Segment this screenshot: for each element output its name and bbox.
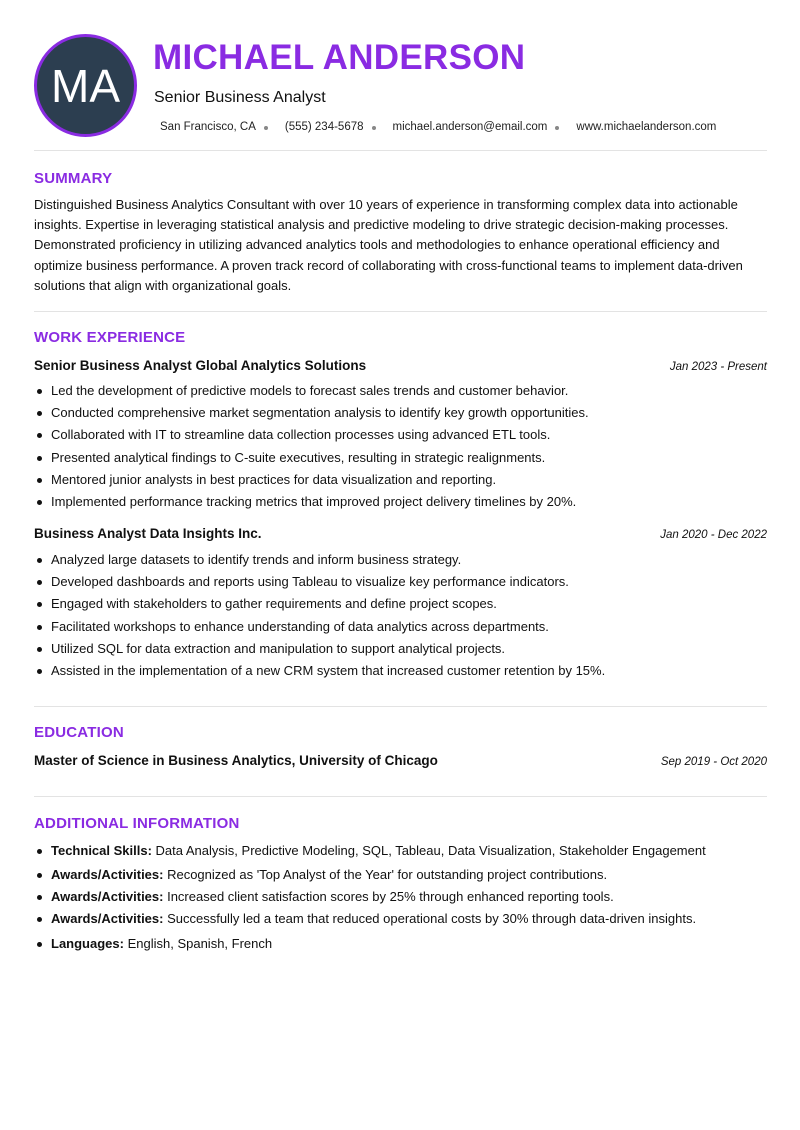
divider <box>34 311 767 312</box>
job-header <box>34 358 767 373</box>
job-title: Senior Business Analyst Global Analytics Solutions <box>34 358 367 373</box>
candidate-name: MICHAEL ANDERSON <box>153 38 526 77</box>
summary-heading: SUMMARY <box>34 170 113 187</box>
work-experience-heading: WORK EXPERIENCE <box>34 329 186 346</box>
summary-text: Distinguished Business Analytics Consultant with over 10 years of experience in transforming complex data into actionable insights. Expertise in leveraging statistical analysis and predictive modeling to drive strategic decision-making processes. Demonstrated proficiency in utilizing advanced analytics tools and methodologies to enhance operational efficiency and optimize business performance. A proven track record of collaborating with cross-functional teams to implement data-driven solutions that align with organizational goals. <box>34 197 743 293</box>
list-item: Mentored junior analysts in best practices for data visualization and reporting. <box>34 469 767 491</box>
contact-line <box>160 121 716 133</box>
info-value: Increased client satisfaction scores by 25% through enhanced reporting tools. <box>163 889 614 905</box>
list-item: Engaged with stakeholders to gather requirements and define project scopes. <box>34 593 767 615</box>
job-bullets <box>34 549 767 682</box>
list-item: Utilized SQL for data extraction and manipulation to support analytical projects. <box>34 638 767 660</box>
info-value: English, Spanish, French <box>123 936 273 952</box>
job-dates: Jan 2023 - Present <box>669 361 767 373</box>
list-item: Assisted in the implementation of a new CRM system that increased customer retention by 15%. <box>34 660 767 682</box>
list-item <box>34 840 767 864</box>
job-bullets <box>34 380 767 513</box>
resume-header <box>34 0 767 151</box>
info-label: Awards/Activities: <box>51 911 164 927</box>
avatar <box>34 34 137 137</box>
additional-info-list <box>34 840 767 956</box>
list-item: Developed dashboards and reports using Tableau to visualize key performance indicators. <box>34 571 767 593</box>
list-item: Presented analytical findings to C-suite executives, resulting in strategic realignments. <box>34 447 767 469</box>
contact-location: San Francisco, CA <box>160 121 256 133</box>
education-entry <box>34 753 767 768</box>
list-item: Conducted comprehensive market segmentation analysis to identify key growth opportunities. <box>34 402 767 424</box>
list-item: Facilitated workshops to enhance understanding of data analytics across departments. <box>34 616 767 638</box>
separator-dot-icon <box>264 126 268 130</box>
info-label: Languages: <box>51 936 124 952</box>
list-item: Analyzed large datasets to identify trends and inform business strategy. <box>34 549 767 571</box>
divider <box>34 796 767 797</box>
info-label: Awards/Activities: <box>51 889 164 905</box>
divider <box>34 706 767 707</box>
list-item: Implemented performance tracking metrics that improved project delivery timelines by 20%. <box>34 491 767 513</box>
list-item <box>34 886 767 908</box>
avatar-initials: MA <box>51 59 120 112</box>
education-dates: Sep 2019 - Oct 2020 <box>660 756 767 768</box>
list-item <box>34 933 767 955</box>
separator-dot-icon <box>372 126 376 130</box>
info-value: Recognized as 'Top Analyst of the Year' for outstanding project contributions. <box>163 867 608 882</box>
contact-website[interactable]: www.michaelanderson.com <box>576 121 717 133</box>
list-item <box>34 908 767 933</box>
list-item: Collaborated with IT to streamline data collection processes using advanced ETL tools. <box>34 424 767 446</box>
job-header <box>34 526 767 541</box>
info-label: Awards/Activities: <box>51 867 164 882</box>
contact-phone[interactable]: (555) 234-5678 <box>284 121 364 133</box>
info-value: Successfully led a team that reduced operational costs by 30% through data-driven insights. <box>163 911 697 927</box>
education-heading: EDUCATION <box>34 724 124 741</box>
list-item: Led the development of predictive models to forecast sales trends and customer behavior. <box>34 380 767 402</box>
list-item <box>34 864 767 886</box>
degree: Master of Science in Business Analytics, University of Chicago <box>34 753 438 768</box>
resume-page <box>34 0 767 952</box>
additional-info-heading: ADDITIONAL INFORMATION <box>34 815 240 832</box>
job-title: Business Analyst Data Insights Inc. <box>34 526 262 541</box>
candidate-title: Senior Business Analyst <box>154 89 326 106</box>
separator-dot-icon <box>555 126 559 130</box>
contact-email[interactable]: michael.anderson@email.com <box>392 121 548 133</box>
info-label: Technical Skills: <box>51 843 152 858</box>
divider <box>34 150 767 151</box>
info-value: Data Analysis, Predictive Modeling, SQL, Tableau, Data Visualization, Stakeholder Engagement <box>151 843 706 858</box>
job-dates: Jan 2020 - Dec 2022 <box>660 529 767 541</box>
